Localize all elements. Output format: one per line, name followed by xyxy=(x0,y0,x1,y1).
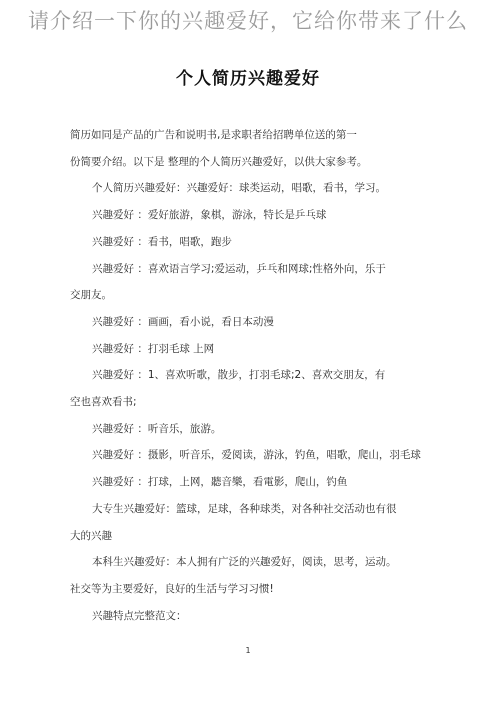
document-title: 个人简历兴趣爱好 xyxy=(176,69,320,89)
document-line: 空也喜欢看书; xyxy=(70,396,137,408)
document-line: 本科生兴趣爱好：本人拥有广泛的兴趣爱好，阅读，思考，运动。 xyxy=(92,556,397,569)
document-line: 大的兴趣 xyxy=(70,529,112,542)
document-line: 兴趣爱好 ：看书，唱歌，跑步 xyxy=(92,235,232,248)
document-line: 兴趣特点完整范文： xyxy=(92,609,187,622)
document-line: 交朋友。 xyxy=(70,289,112,302)
question-header: 请介绍一下你的兴趣爱好，它给你带来了什么 xyxy=(28,9,468,33)
document-line: 兴趣爱好 ：打羽毛球 上网 xyxy=(92,342,215,355)
document-line: 兴趣爱好 ：喜欢语言学习;爱运动，乒乓和网球;性格外向，乐于 xyxy=(92,262,386,275)
document-line: 兴趣爱好 ：打球，上网，聽音樂，看電影，爬山，钓鱼 xyxy=(92,476,348,489)
document-line: 社交等为主要爱好，良好的生活与学习习惯! xyxy=(70,582,274,595)
document-line: 兴趣爱好 ：摄影，听音乐，爱阅读，游泳，钓鱼，唱歌，爬山，羽毛球 xyxy=(92,449,421,462)
document-line: 简历如同是产品的广告和说明书,是求职者给招聘单位送的第一 xyxy=(70,129,357,141)
document-line: 大专生兴趣爱好：篮球，足球，各种球类，对各种社交活动也有很 xyxy=(92,502,397,515)
document-line: 兴趣爱好 ：画画，看小说，看日本动漫 xyxy=(92,315,274,328)
document-line: 份简要介绍。以下是 整理的个人简历兴趣爱好，以供大家参考。 xyxy=(70,155,368,168)
page-number: 1 xyxy=(245,646,251,655)
document-line: 兴趣爱好 ：爱好旅游，象棋，游泳，特长是乒乓球 xyxy=(92,209,327,222)
document-line: 兴趣爱好 ：1、喜欢听歌，散步，打羽毛球;2、喜欢交朋友，有 xyxy=(92,369,386,382)
document-line: 兴趣爱好 ：听音乐，旅游。 xyxy=(92,422,222,435)
document-line: 个人简历兴趣爱好：兴趣爱好：球类运动，唱歌，看书，学习。 xyxy=(92,182,386,195)
document-page xyxy=(46,48,450,688)
